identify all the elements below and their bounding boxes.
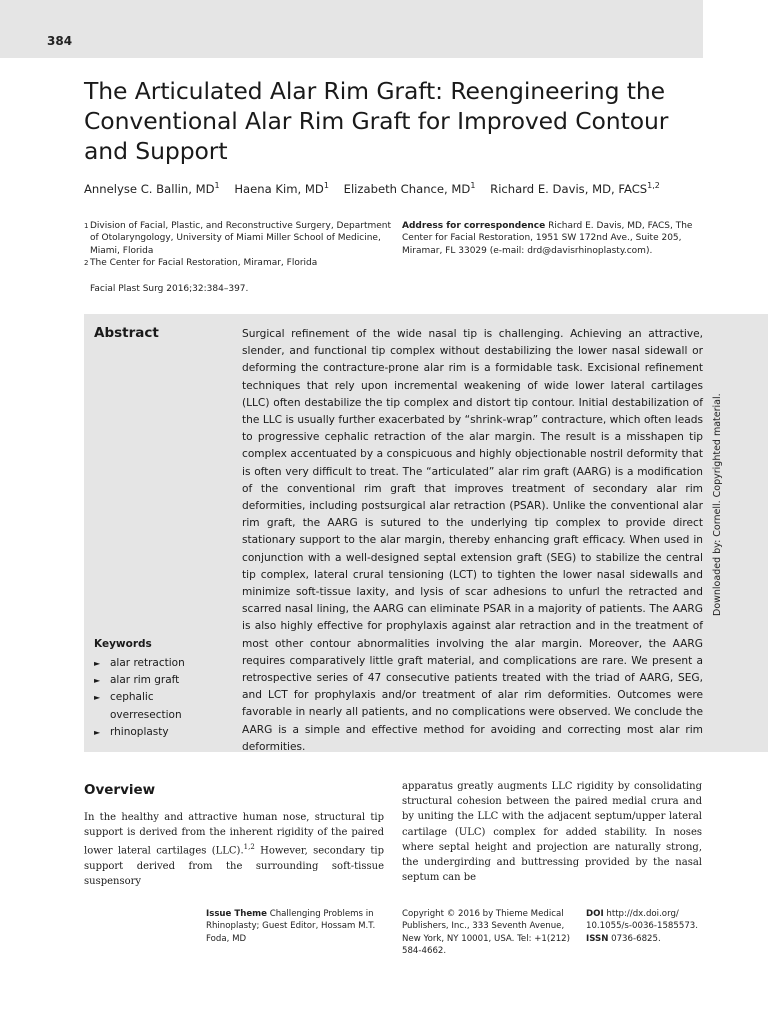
download-notice: Downloaded by: Cornell. Copyrighted material. [712,393,723,616]
keywords-list [94,655,224,741]
article-title: The Articulated Alar Rim Graft: Reengineering the Conventional Alar Rim Graft for Improved Contour and Support [84,77,669,165]
arrow-right-icon: ► [94,676,101,686]
doi-link[interactable]: http://dx.doi.org/ 10.1055/s-0036-1585573. [586,909,698,932]
correspondence-text: Richard E. Davis, MD, FACS, The Center for Facial Restoration, 1951 SW 172nd Ave., Suite 205, Miramar, FL 33029 (e-mail: drd@davisrhinoplasty.com). [402,221,693,256]
section-heading: Overview [84,782,156,798]
keywords-heading: Keywords [94,638,152,650]
copyright: Copyright © 2016 by Thieme Medical Publishers, Inc., 333 Seventh Avenue, New York, NY 10001, USA. Tel: +1(212) 584-4662. [402,909,570,957]
body-column-left: In the healthy and attractive human nose, structural tip support is derived from the inherent rigidity of the paired lower lateral cartilages (LLC).$^{1,2}$ However, secondary tip support derived from the surrounding soft-tissue suspensory [84,812,384,888]
correspondence-label: Address for correspondence [402,221,546,231]
correspondence-address [402,220,702,257]
author: Haena Kim, $MD^1$ [234,181,329,196]
affiliations [84,220,394,269]
page-number: 384 [47,34,73,48]
keyword-item: ► cephalic overresection [94,689,224,723]
citation: Facial Plast Surg 2016;32:384–397. [90,284,249,294]
author: Elizabeth Chance, $MD^1$ [343,181,476,196]
author: Richard E. Davis, MD, FACS$^{1,2}$ [490,181,660,196]
body-column-right: apparatus greatly augments LLC rigidity by consolidating structural cohesion between the paired medial crura and by uniting the LLC with the adjacent septum/upper lateral cartilage (ULC) complex for added stability. In noses where septal height and projection are naturally strong, the undergirding and buttressing provided by the nasal septum can be [402,781,702,884]
citation-superscript: 1,2 [243,843,255,852]
abstract-heading: Abstract [94,325,159,341]
arrow-right-icon: ► [94,659,101,668]
issue-theme: Issue Theme Challenging Problems in Rhinoplasty; Guest Editor, Hossam M.T. Foda, MD [206,909,376,944]
doi-issn: DOI http://dx.doi.org/ 10.1055/s-0036-1585573. ISSN 0736-6825. [586,909,698,944]
arrow-right-icon: ► [94,727,101,737]
author-list [84,181,671,196]
arrow-right-icon: ► [94,693,101,703]
keyword-item: ► alar rim graft [94,672,224,689]
header-band [0,0,703,58]
abstract-text: Surgical refinement of the wide nasal tip is challenging. Achieving an attractive, slender, and functional tip complex without destabilizing the lower nasal sidewall or deforming the contracture-prone alar rim is a formidable task. Excisional refinement techniques that rely upon incremental weakening of wide lower lateral cartilages (LLC) often destabilize the tip complex and distort tip contour. Initial destabilization of the LLC is usually further exacerbated by “shrink-wrap” contracture, which often leads to progressive cephalic retraction of the alar margin. The result is a misshapen tip complex accentuated by a conspicuous and highly objectionable nostril deformity that is often very difficult to treat. The “articulated” alar rim graft (AARG) is a modification of the conventional rim graft that improves treatment of secondary alar rim deformities, including postsurgical alar retraction (PSAR). Unlike the conventional alar rim graft, the AARG is sutured to the underlying tip complex to provide direct stationary support to the alar margin, thereby enhancing graft efficacy. When used in conjunction with a well-designed septal extension graft (SEG) to stabilize the central tip complex, lateral crural tensioning (LCT) to tighten the lower nasal sidewalls and minimize soft-tissue laxity, and lysis of scar adhesions to unfurl the retracted and scarred nasal lining, the AARG can eliminate PSAR in a majority of patients. The AARG is also highly effective for prophylaxis against alar retraction and in the treatment of most other contour abnormalities involving the alar margin. Moreover, the AARG requires comparatively little graft material, and complications are rare. We present a retrospective series of 47 consecutive patients treated with the triad of AARG, SEG, and LCT for prophylaxis and/or treatment of alar rim deformities. Outcomes were favorable in nearly all patients, and no complications were observed. We conclude the AARG is a simple and effective method for avoiding and correcting most alar rim deformities. [242,328,703,753]
affiliation: 2 The Center for Facial Restoration, Miramar, Florida [84,257,318,268]
author: Annelyse C. Ballin, $MD^1$ [84,181,220,196]
keyword-item: ► rhinoplasty [94,724,224,741]
affiliation: 1 Division of Facial, Plastic, and Reconstructive Surgery, Department of Otolaryngology, University of Miami Miller School of Medicine, Miami, Florida [84,221,392,256]
keyword-item: ► alar retraction [94,655,224,672]
